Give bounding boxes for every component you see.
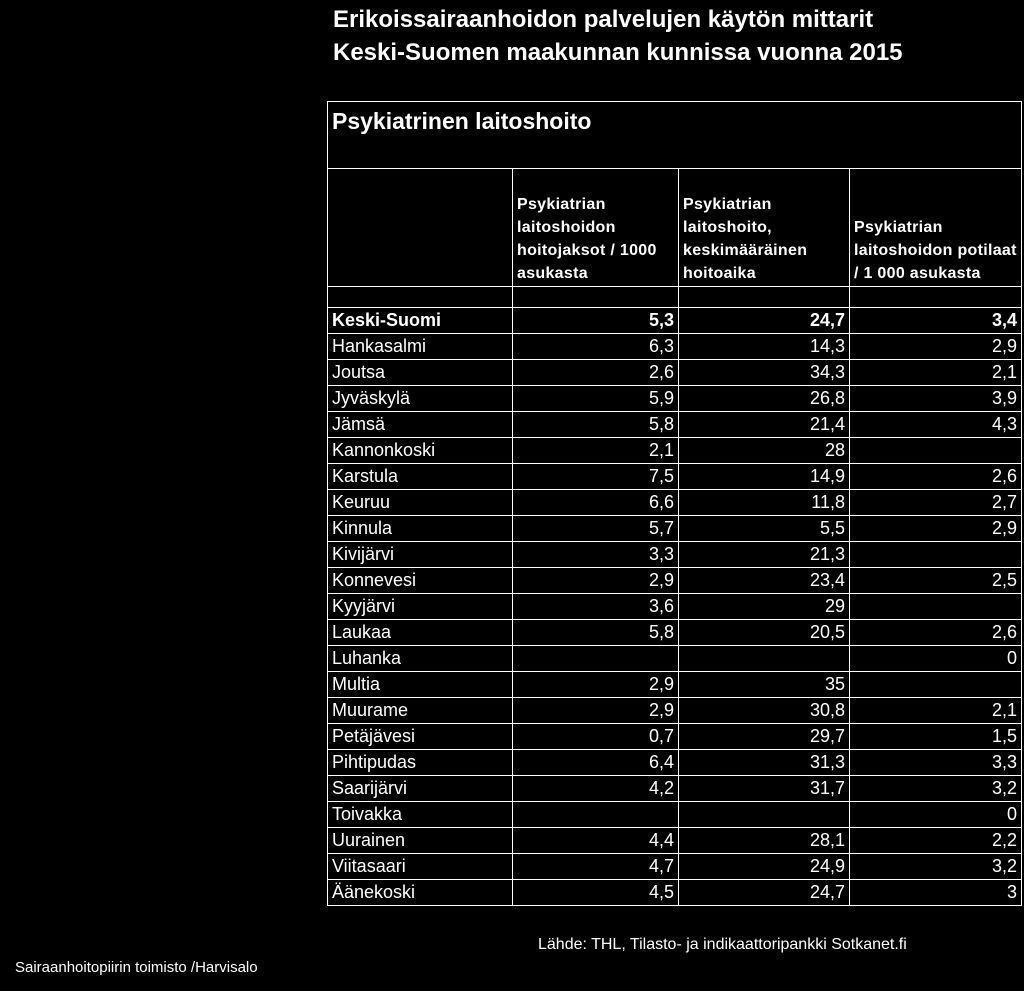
row-name: Hankasalmi — [328, 334, 513, 360]
cell-hoitoaika: 30,8 — [679, 698, 850, 724]
table-row — [328, 620, 1022, 646]
row-name: Kannonkoski — [328, 438, 513, 464]
data-table — [327, 101, 1022, 906]
row-name: Keuruu — [328, 490, 513, 516]
table-row — [328, 438, 1022, 464]
cell-hoitoaika: 26,8 — [679, 386, 850, 412]
cell-potilaat — [850, 542, 1022, 568]
table-row — [328, 308, 1022, 334]
table-row — [328, 646, 1022, 672]
cell-hoitoaika: 23,4 — [679, 568, 850, 594]
row-name: Muurame — [328, 698, 513, 724]
cell-hoitoaika: 21,3 — [679, 542, 850, 568]
cell-hoitoaika: 20,5 — [679, 620, 850, 646]
cell-hoitoaika: 31,3 — [679, 750, 850, 776]
row-name: Multia — [328, 672, 513, 698]
cell-hoitojaksot: 6,3 — [513, 334, 679, 360]
row-name: Kinnula — [328, 516, 513, 542]
table-row — [328, 672, 1022, 698]
cell-hoitoaika: 29 — [679, 594, 850, 620]
cell-hoitojaksot — [513, 646, 679, 672]
cell-hoitoaika: 14,3 — [679, 334, 850, 360]
table-row — [328, 854, 1022, 880]
cell-potilaat: 2,9 — [850, 334, 1022, 360]
table-row — [328, 334, 1022, 360]
cell-potilaat: 3,2 — [850, 776, 1022, 802]
cell-potilaat: 2,1 — [850, 698, 1022, 724]
page-title — [333, 3, 903, 69]
cell-potilaat: 3,2 — [850, 854, 1022, 880]
cell-potilaat: 4,3 — [850, 412, 1022, 438]
cell-hoitojaksot: 4,5 — [513, 880, 679, 906]
row-name: Äänekoski — [328, 880, 513, 906]
cell-hoitojaksot: 2,9 — [513, 698, 679, 724]
title-line-1: Erikoissairaanhoidon palvelujen käytön mittarit — [333, 6, 874, 33]
cell-hoitojaksot: 5,8 — [513, 412, 679, 438]
cell-hoitojaksot: 5,3 — [513, 308, 679, 334]
cell-hoitoaika: 21,4 — [679, 412, 850, 438]
row-name: Petäjävesi — [328, 724, 513, 750]
cell-hoitojaksot: 6,4 — [513, 750, 679, 776]
cell-hoitojaksot: 6,6 — [513, 490, 679, 516]
cell-hoitoaika — [679, 646, 850, 672]
header-row — [328, 169, 1022, 287]
column-header-1: Psykiatrian laitoshoidon hoitojaksot / 1000 asukasta — [513, 169, 679, 287]
cell-hoitojaksot: 5,9 — [513, 386, 679, 412]
cell-potilaat: 2,9 — [850, 516, 1022, 542]
column-header-3: Psykiatrian laitoshoidon potilaat / 1 000 asukasta — [850, 169, 1022, 287]
cell-potilaat: 3,3 — [850, 750, 1022, 776]
source-note: Lähde: THL, Tilasto- ja indikaattoripankki Sotkanet.fi — [538, 936, 907, 953]
cell-potilaat: 2,7 — [850, 490, 1022, 516]
row-name: Kyyjärvi — [328, 594, 513, 620]
row-name: Pihtipudas — [328, 750, 513, 776]
cell-potilaat: 3,4 — [850, 308, 1022, 334]
cell-hoitojaksot: 0,7 — [513, 724, 679, 750]
cell-potilaat: 2,6 — [850, 464, 1022, 490]
cell-hoitoaika: 28 — [679, 438, 850, 464]
table-row — [328, 464, 1022, 490]
cell-hoitoaika: 34,3 — [679, 360, 850, 386]
row-name: Karstula — [328, 464, 513, 490]
row-name: Viitasaari — [328, 854, 513, 880]
cell-hoitojaksot: 2,9 — [513, 672, 679, 698]
cell-hoitoaika: 5,5 — [679, 516, 850, 542]
cell-hoitojaksot: 5,7 — [513, 516, 679, 542]
cell-hoitojaksot: 2,9 — [513, 568, 679, 594]
cell-potilaat: 0 — [850, 802, 1022, 828]
table-row — [328, 542, 1022, 568]
cell-potilaat — [850, 672, 1022, 698]
row-name: Konnevesi — [328, 568, 513, 594]
cell-hoitoaika: 11,8 — [679, 490, 850, 516]
table-row — [328, 776, 1022, 802]
cell-hoitojaksot: 3,6 — [513, 594, 679, 620]
section-title: Psykiatrinen laitoshoito — [328, 102, 1022, 169]
table-row — [328, 802, 1022, 828]
table-row — [328, 516, 1022, 542]
column-header-2: Psykiatrian laitoshoito, keskimääräinen hoitoaika — [679, 169, 850, 287]
cell-potilaat: 2,6 — [850, 620, 1022, 646]
table-row — [328, 750, 1022, 776]
row-name: Toivakka — [328, 802, 513, 828]
cell-potilaat — [850, 438, 1022, 464]
row-name: Jämsä — [328, 412, 513, 438]
row-name: Jyväskylä — [328, 386, 513, 412]
table-row — [328, 724, 1022, 750]
cell-hoitoaika: 31,7 — [679, 776, 850, 802]
table-row — [328, 412, 1022, 438]
table-row — [328, 828, 1022, 854]
cell-hoitojaksot — [513, 802, 679, 828]
cell-hoitoaika: 24,7 — [679, 308, 850, 334]
cell-hoitoaika: 29,7 — [679, 724, 850, 750]
cell-hoitoaika: 35 — [679, 672, 850, 698]
cell-hoitojaksot: 3,3 — [513, 542, 679, 568]
cell-hoitojaksot: 7,5 — [513, 464, 679, 490]
table-row — [328, 360, 1022, 386]
cell-hoitojaksot: 4,2 — [513, 776, 679, 802]
cell-potilaat: 3 — [850, 880, 1022, 906]
header-blank — [328, 169, 513, 287]
cell-potilaat: 1,5 — [850, 724, 1022, 750]
row-name: Saarijärvi — [328, 776, 513, 802]
section-row — [328, 102, 1022, 169]
table-row — [328, 568, 1022, 594]
cell-hoitoaika — [679, 802, 850, 828]
cell-hoitoaika: 24,7 — [679, 880, 850, 906]
cell-hoitoaika: 24,9 — [679, 854, 850, 880]
cell-hoitojaksot: 2,1 — [513, 438, 679, 464]
cell-potilaat: 2,1 — [850, 360, 1022, 386]
row-name: Uurainen — [328, 828, 513, 854]
table-row — [328, 490, 1022, 516]
row-name: Laukaa — [328, 620, 513, 646]
table-row — [328, 386, 1022, 412]
table-row — [328, 594, 1022, 620]
cell-potilaat: 0 — [850, 646, 1022, 672]
table-row — [328, 880, 1022, 906]
cell-potilaat: 2,2 — [850, 828, 1022, 854]
row-name: Kivijärvi — [328, 542, 513, 568]
cell-potilaat: 3,9 — [850, 386, 1022, 412]
cell-hoitojaksot: 4,7 — [513, 854, 679, 880]
cell-hoitoaika: 28,1 — [679, 828, 850, 854]
cell-hoitojaksot: 2,6 — [513, 360, 679, 386]
row-name: Joutsa — [328, 360, 513, 386]
cell-potilaat: 2,5 — [850, 568, 1022, 594]
footer-credit: Sairaanhoitopiirin toimisto /Harvisalo — [15, 959, 258, 976]
spacer-row — [328, 287, 1022, 308]
row-name: Keski-Suomi — [328, 308, 513, 334]
row-name: Luhanka — [328, 646, 513, 672]
cell-potilaat — [850, 594, 1022, 620]
table-row — [328, 698, 1022, 724]
cell-hoitoaika: 14,9 — [679, 464, 850, 490]
cell-hoitojaksot: 4,4 — [513, 828, 679, 854]
cell-hoitojaksot: 5,8 — [513, 620, 679, 646]
title-line-2: Keski-Suomen maakunnan kunnissa vuonna 2015 — [333, 39, 903, 66]
